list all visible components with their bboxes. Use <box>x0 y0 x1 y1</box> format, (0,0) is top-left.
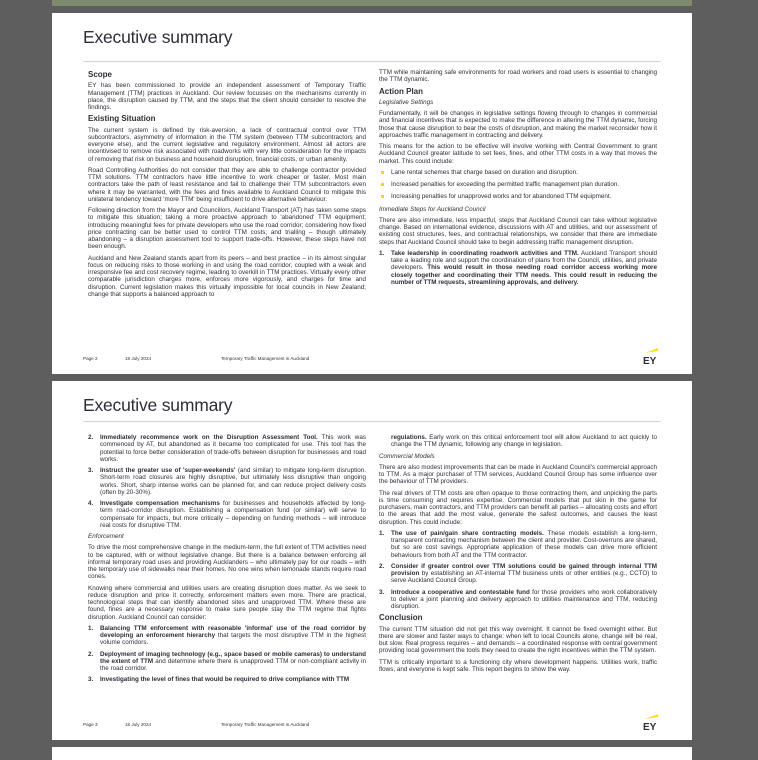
paragraph: Knowing where commercial and utilities users are creating disruption does matter. As we seek to reduce disruption and price it correctly, enforcement matters even more. There are practical, technological steps that can identify abandoned sites and unapproved TTM. Where these are found, fines are a necessary response to make sure people stay the TTM regime that fights disruption. Auckland Council can consider: <box>88 584 366 621</box>
item-lead: Deployment of imaging technology (e.g., space based or mobile cameras) to understand the extent of TTM <box>100 650 366 665</box>
item-lead: This would result in those needing road corridor access working more closely together and coordinating their TTM needs. This could result in reducing the number of TTM requests, streamlining approvals, and delivery. <box>391 264 657 286</box>
numbered-item-continued <box>379 434 657 449</box>
item-number: 4. <box>88 500 94 507</box>
item-lead: Investigating the level of fines that would be required to drive compliance with TTM <box>100 676 350 684</box>
item-lead: Investigate compensation mechanisms <box>100 500 220 507</box>
item-text: and determine where there is unapproved TTM or non-compliant activity in the road corridor. <box>100 657 367 672</box>
item-text: for businesses and households affected by long-term road-corridor disruption. Establishing a compensation fund (or similar) will serve to compensate for impacts, but more critically – depending on funding methods – will introduce real costs for disruptive TTM. <box>100 500 366 529</box>
item-number: 1. <box>379 529 385 537</box>
numbered-item <box>379 250 657 286</box>
left-column <box>88 69 366 302</box>
item-lead: Instruct the greater use of 'super-weekends' <box>100 467 236 474</box>
document-page-3 <box>52 381 692 740</box>
footer-doc-title: Temporary Traffic Management in Auckland <box>221 356 310 361</box>
right-column <box>379 69 657 290</box>
subheading: Enforcement <box>88 533 124 540</box>
numbered-item <box>88 434 366 463</box>
page-title: Executive summary <box>83 395 233 415</box>
numbered-item <box>88 625 366 647</box>
paragraph: TTM while maintaining safe environments for road workers and road users is essential to changing the TTM dynamic. <box>379 69 657 84</box>
footer-page: Page 3 <box>83 722 98 727</box>
numbered-item <box>88 500 366 529</box>
bullet-item: Lane rental schemes that charge based on duration and disruption. <box>379 169 657 176</box>
footer-page: Page 2 <box>83 356 98 361</box>
subheading: Legislative Settings <box>379 98 434 106</box>
item-text: This work was commenced by AT, but abandoned as it became too complicated for use. This tool has the potential to force better consideration of trade-offs between disruption for businesses and road works. <box>100 434 366 463</box>
item-number: 1. <box>88 624 94 632</box>
paragraph: The current system is defined by risk-aversion, a lack of contractual control over TTM subcontractors, asymmetry of information in the TTM system (between TTM subcontractors and everyone else), and the current legislative and regulatory environment. Almost all actors are incentivised to remove risk associated with roadworks with very little consideration for the impacts of removing that risk on business and household disruption, financial costs, or urban amenity. <box>88 126 366 163</box>
ey-logo <box>642 713 660 731</box>
footer-doc-title: Temporary Traffic Management in Auckland <box>221 722 310 727</box>
left-column <box>88 434 366 688</box>
section-heading: Existing Situation <box>88 114 156 124</box>
numbered-item <box>379 589 657 611</box>
item-lead: Introduce a cooperative and contestable fund <box>391 588 530 596</box>
paragraph: The real drivers of TTM costs are often opaque to those contracting them, and unpicking the parts is time consuming and requires expertise. Commercial models that put skin in the game for purchasers, main contractors, and TTM providers can benefit all parties – allocating costs and effort to the areas that add the most value, generate the safest outcomes, and causes the least disruption. This could include: <box>379 489 657 526</box>
item-lead: The use of pain/gain share contracting models. <box>391 529 544 537</box>
title-rule <box>83 421 661 422</box>
paragraph: To drive the most comprehensive change in the medium-term, the full extent of TTM activities need to be captured, with or without legislative change. But there is a balance between enforcing all informal temporary road uses and providing Aucklanders – who ultimately pay for our roads – with the temporary use of sidewalks near their homes. No one wins when lemonade stands require road cones. <box>88 544 366 581</box>
item-text: Early work on this critical enforcement tool will allow Auckland to act quickly to change the TTM dynamic, following any change in legislation. <box>391 434 657 449</box>
previous-page-edge <box>52 0 692 6</box>
item-text: that targets the most disruptive TTM in the highest volume corridors. <box>100 632 366 647</box>
section-heading: Conclusion <box>379 613 423 623</box>
item-text: Auckland Transport should take a leading role and support the coordination of plans from the Council, utilities, and private developers. <box>391 249 657 272</box>
item-number: 3. <box>379 588 385 596</box>
paragraph: This means for the action to be effective will involve working with Central Government to grant Auckland Council greater latitude to set fees, fines, and other TTM costs in a way that moves the market. This could include: <box>379 143 657 165</box>
paragraph: Following direction from the Mayor and Councillors, Auckland Transport (AT) has taken some steps to mitigate this situation; taking a more proactive approach to 'abandoned' TTM equipment; introducing meaningful fees for private developers who use the road corridor; considering how fixed price contracting can be better used to control TTM costs; and trialling – though ultimately abandoning – a disruption assessment tool to support trade-offs. However, these steps have not been enough. <box>88 207 366 251</box>
page-title: Executive summary <box>83 27 233 47</box>
numbered-item <box>88 651 366 673</box>
bullet-item: Increased penalties for exceeding the permitted traffic management plan duration. <box>379 181 657 188</box>
numbered-item <box>379 530 657 559</box>
numbered-item <box>379 563 657 585</box>
paragraph: The current TTM situation did not get this way overnight. It cannot be fixed overnight either. But there are slower and faster ways to change: when left to local Councils alone, change will be real, but slow. Real progress requires – and demands – a coordinated response with central government providing local government the tools they need to create the right incentives within the TTM system. <box>379 625 657 655</box>
subheading: Immediate Steps for Auckland Council <box>379 205 486 213</box>
section-heading: Scope <box>88 70 113 79</box>
numbered-item <box>88 676 366 683</box>
item-lead: Consider if greater control over TTM solutions could be gained through internal TTM provision <box>391 562 657 577</box>
document-page-2 <box>52 13 692 374</box>
paragraph: Fundamentally, it will be changes in legislative settings flowing through to changes in commercial and financial incentives that is expected to make the difference in altering the TTM dynamic, forcing those that cause disruption to bear the costs of disruption, and making the market reconsider how it approaches traffic management in contracting and delivery. <box>379 110 657 139</box>
paragraph: There are also immediate, less impactful, steps that Auckland Council can take without legislative change. Based on international evidence, discussions with AT and utilities, and our assessment of existing cost structures, fees, and contractual relationships, we consider that there are immediate steps that Auckland Council should take to begin addressing traffic management disruption. <box>379 216 657 246</box>
document-page-4 <box>52 747 692 760</box>
item-number: 3. <box>88 676 94 684</box>
item-text: by establishing an AT-internal TTM business units or other entities (e.g., CCTO) to serve Auckland Council Group. <box>391 570 657 585</box>
numbered-item <box>88 467 366 496</box>
footer-date: 18 July 2024 <box>125 722 152 727</box>
item-lead: Take leadership in coordinating roadwork activities and TTM. <box>391 249 579 257</box>
ey-logo <box>642 347 660 365</box>
subheading: Commercial Models <box>379 452 435 460</box>
section-heading: Action Plan <box>379 86 424 96</box>
paragraph: Auckland and New Zealand stands apart from its peers – and best practice – in its almost singular focus on reducing risks to those working in and using the road corridor, coupled with a weak and irresponsive fee and cost recovery regime, leading to overkill in TTM practices. Virtually every other comparable jurisdiction charges more, enforces more vigorously, and charges for time and disruption. Current legislation makes this virtually impossible for local councils in New Zealand; change that supports a balanced approach to <box>88 254 366 298</box>
footer-date: 18 July 2024 <box>125 356 152 361</box>
paragraph: There are also modest improvements that can be made in Auckland Council's commercial approach to TTM. As a major purchaser of TTM services, Auckland Council Group has some influence over the behaviour of TTM providers. <box>379 463 657 486</box>
title-rule <box>83 61 661 62</box>
item-text: These models establish a long-term, transparent contracting mechanism between the client and provider. Cost-overruns are shared, but so are cost savings. Appropriate application of these models can drive more efficient behaviours from both AT and the TTM contractor. <box>391 529 657 559</box>
paragraph: Road Controlling Authorities do not consider that they are able to challenge contractor provided TTM solutions. TTM contractors have little incentive to work cheaper or faster. Most main contractors take the path of least resistance and fail to challenge their TTM subcontractors even where it may be warranted, with the fees and fines available to Auckland Council to mitigate this unilateral tendency toward 'more TTM' being insufficient to drive alternative behaviour. <box>88 166 366 203</box>
logo-text: EY <box>643 356 657 365</box>
paragraph: EY has been commissioned to provide an independent assessment of Temporary Traffic Management (TTM) practices in Auckland. Our review focusses on the mechanisms currently in place, the disruption caused by TTM, and the steps that the client should consider to resolve the findings. <box>88 82 366 111</box>
right-column <box>379 434 657 677</box>
bullet-item: Increasing penalties for unapproved works and for abandoned TTM equipment. <box>379 193 657 200</box>
item-lead: Balancing TTM enforcement with reasonable 'informal' use of the road corridor by developing an enforcement hierarchy <box>100 624 366 639</box>
item-number: 2. <box>88 650 94 658</box>
item-number: 2. <box>379 562 385 570</box>
item-number: 2. <box>88 434 94 441</box>
item-number: 3. <box>88 467 94 474</box>
paragraph: TTM is critically important to a functioning city where development happens. Utilities work, traffic flows, and everyone is kept safe. This report begins to show the way. <box>379 658 657 673</box>
item-text: for those providers who work collaboratively to deliver a joint planning and delivery approach to utilities maintenance and TTM, reducing disruption. <box>391 588 657 610</box>
item-number: 1. <box>379 249 385 257</box>
item-text: (and similar) to mitigate long-term disruption. Short-term road closures are highly disruptive, but ultimately less disruptive than ongoing works. Short, sharp intense works can be planned for, and can reduce project delivery costs (often by 20-30%). <box>100 467 366 496</box>
item-lead: Immediately recommence work on the Disruption Assessment Tool. <box>100 434 318 441</box>
item-lead: regulations. <box>391 434 427 441</box>
logo-text: EY <box>643 722 657 731</box>
